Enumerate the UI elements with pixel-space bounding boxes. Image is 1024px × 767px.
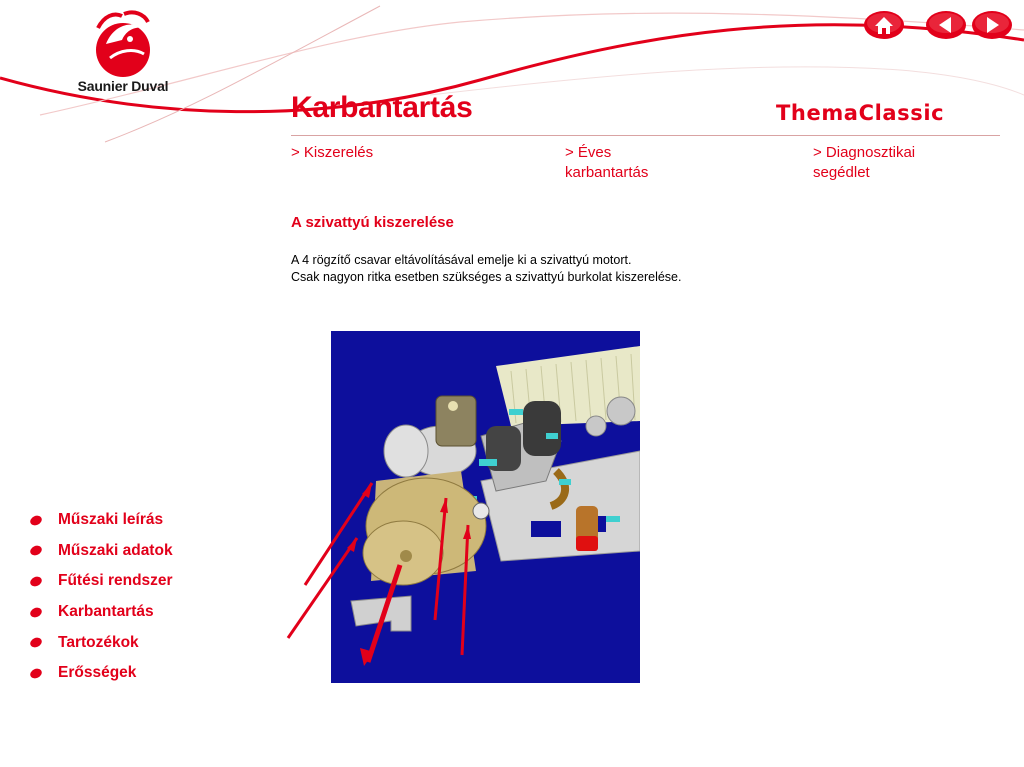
subnav-link-eves-karbantartas[interactable]: > Éves karbantartás [565,144,649,181]
bullet-icon [29,544,44,557]
menu-item-label: Tartozékok [58,633,139,651]
bullet-icon [29,605,44,618]
red-arrows [280,480,540,680]
section-heading: A szivattyú kiszerelése [291,214,454,231]
menu-item-label: Erősségek [58,664,137,682]
bullet-icon [29,575,44,588]
menu-item-karbantartas[interactable] [30,597,173,628]
arrow-left-icon[interactable] [924,8,968,42]
arrow-right-icon[interactable] [970,8,1014,42]
instruction-line: Csak nagyon ritka esetben szükséges a szivattyú burkolat kiszerelése. [291,270,682,284]
page-title: Karbantartás [291,91,473,124]
bullet-icon [29,514,44,527]
instruction-text [291,252,811,286]
menu-item-label: Műszaki leírás [58,511,164,529]
logo-emblem-icon [58,8,188,78]
menu-item-muszaki-adatok[interactable] [30,536,173,567]
instruction-line: A 4 rögzítő csavar eltávolításával emelje ki a szivattyú motort. [291,253,632,267]
menu-item-label: Karbantartás [58,603,154,621]
saunier-duval-logo [58,8,188,103]
home-icon[interactable] [862,8,906,42]
subnav-link-kiszereles[interactable]: > Kiszerelés [291,144,374,161]
menu-item-erossegek[interactable] [30,658,173,689]
side-menu [30,505,173,689]
bullet-icon [29,636,44,649]
title-divider [291,135,1000,136]
product-logo: ThemaClassic [776,101,945,125]
subnav-link-diagnosztikai-segedlet[interactable]: > Diagnosztikai segédlet [813,144,916,181]
menu-item-label: Fűtési rendszer [58,572,173,590]
brand-name: Saunier Duval [77,78,169,94]
menu-item-muszaki-leiras[interactable] [30,505,173,536]
bullet-icon [29,667,44,680]
menu-item-label: Műszaki adatok [58,541,173,559]
menu-item-futesi-rendszer[interactable] [30,566,173,597]
menu-item-tartozekok[interactable] [30,627,173,658]
